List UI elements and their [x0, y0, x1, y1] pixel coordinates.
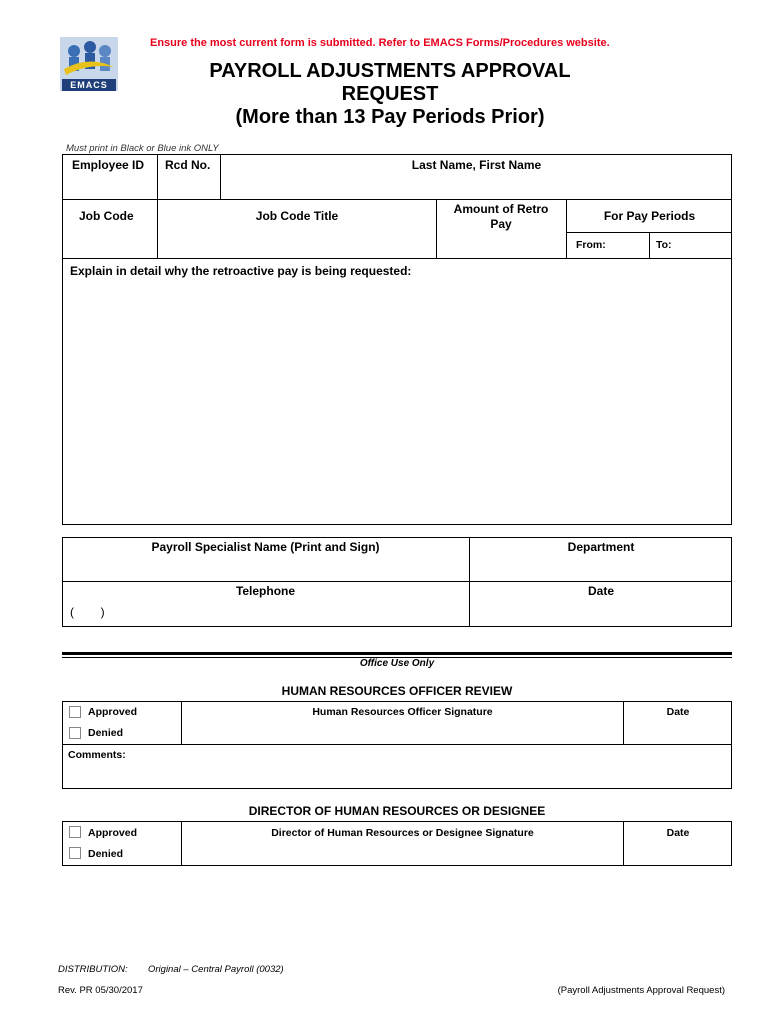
- hr-date-label: Date: [666, 706, 690, 718]
- employee-id-label: Employee ID: [72, 158, 145, 172]
- director-denied-label: Denied: [88, 848, 124, 860]
- director-approved-checkbox[interactable]: [69, 826, 81, 838]
- job-code-title-label: Job Code Title: [255, 209, 339, 223]
- hr-signature-label: Human Resources Officer Signature: [312, 706, 493, 718]
- date-label: Date: [587, 584, 614, 598]
- hr-comments-label: Comments:: [68, 749, 126, 761]
- revision-label: Rev. PR 05/30/2017: [58, 985, 143, 996]
- hr-approved-label: Approved: [88, 706, 138, 718]
- office-use-label: Office Use Only: [359, 658, 435, 669]
- distribution-label: DISTRIBUTION:: [58, 964, 128, 975]
- page-title: [140, 60, 640, 129]
- rcd-no-field[interactable]: [158, 175, 220, 198]
- hr-denied-checkbox[interactable]: [69, 727, 81, 739]
- hr-review-heading: HUMAN RESOURCES OFFICER REVIEW: [281, 684, 513, 698]
- hr-approved-checkbox[interactable]: [69, 706, 81, 718]
- name-field[interactable]: [221, 175, 731, 198]
- title-line-1: PAYROLL ADJUSTMENTS APPROVAL: [209, 60, 571, 82]
- explain-label: Explain in detail why the retroactive pay is being requested:: [70, 264, 412, 278]
- logo-text: EMACS: [70, 80, 108, 90]
- telephone-field[interactable]: ( ): [70, 605, 105, 619]
- job-code-label: Job Code: [79, 209, 134, 223]
- specialist-name-label: Payroll Specialist Name (Print and Sign): [151, 540, 380, 554]
- employee-id-field[interactable]: [63, 175, 157, 198]
- distribution-value: Original – Central Payroll (0032): [148, 964, 284, 975]
- office-use-divider: [62, 652, 732, 655]
- director-heading: DIRECTOR OF HUMAN RESOURCES OR DESIGNEE: [248, 804, 546, 818]
- title-line-3: (More than 13 Pay Periods Prior): [235, 106, 545, 128]
- director-signature-label: Director of Human Resources or Designee Signature: [271, 827, 534, 839]
- rcd-no-label: Rcd No.: [165, 158, 211, 172]
- from-field[interactable]: [608, 234, 648, 256]
- hr-denied-label: Denied: [88, 727, 124, 739]
- pay-periods-label: For Pay Periods: [603, 209, 696, 223]
- department-label: Department: [567, 540, 635, 554]
- to-field[interactable]: [676, 234, 730, 256]
- form-name-footer: (Payroll Adjustments Approval Request): [557, 985, 725, 996]
- director-date-label: Date: [666, 827, 690, 839]
- hr-comments-field[interactable]: [64, 764, 730, 787]
- emacs-logo: [60, 37, 118, 91]
- explain-textarea[interactable]: [64, 282, 730, 522]
- ink-note: Must print in Black or Blue ink ONLY: [66, 143, 219, 154]
- name-label: Last Name, First Name: [411, 158, 542, 172]
- amount-retro-pay-label: Amount of Retro Pay: [453, 202, 549, 231]
- director-denied-checkbox[interactable]: [69, 847, 81, 859]
- to-label: To:: [656, 239, 672, 251]
- title-line-2: REQUEST: [341, 83, 439, 105]
- telephone-label: Telephone: [235, 584, 296, 598]
- director-approved-label: Approved: [88, 827, 138, 839]
- notice-text: Ensure the most current form is submitted. Refer to EMACS Forms/Procedures website.: [150, 37, 610, 49]
- from-label: From:: [576, 239, 606, 251]
